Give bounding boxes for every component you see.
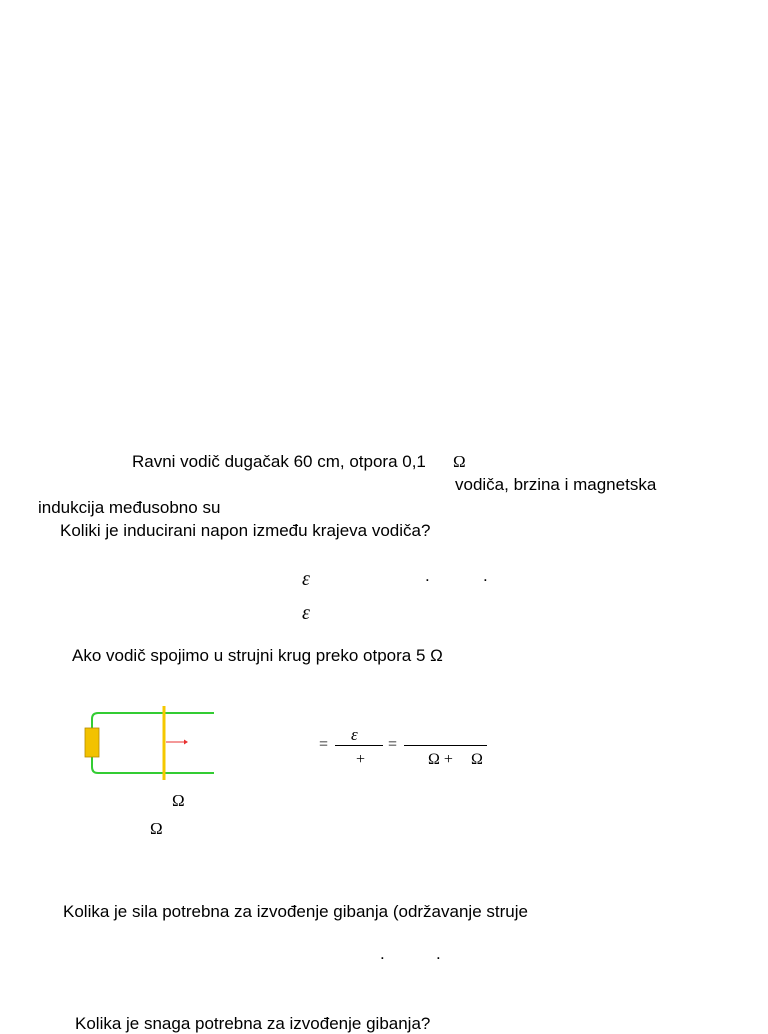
formula-plus: + bbox=[356, 751, 366, 768]
formula-omega: Ω bbox=[471, 751, 483, 768]
part-3-text: Kolika je sila potrebna za izvođenje gibanja (održavanje struje bbox=[63, 902, 528, 921]
emf-dot-2: . bbox=[483, 566, 488, 585]
fraction-line-1 bbox=[335, 745, 383, 746]
emf-symbol-2: ε bbox=[302, 602, 310, 624]
part-3-dot-2: . bbox=[436, 944, 441, 963]
formula-equals-2: = bbox=[388, 736, 398, 753]
omega-symbol: Ω bbox=[453, 452, 466, 471]
part-4-text: Kolika je snaga potrebna za izvođenje gibanja? bbox=[75, 1014, 431, 1033]
formula-omega-plus: Ω + bbox=[428, 751, 453, 768]
resistor bbox=[85, 728, 99, 757]
part-2-text: Ako vodič spojimo u strujni krug preko otpora 5 Ω bbox=[72, 646, 443, 665]
problem-line-2: vodiča, brzina i magnetska bbox=[455, 475, 657, 494]
circuit-wire-top bbox=[92, 713, 214, 728]
fraction-line-2 bbox=[404, 745, 487, 746]
formula-equals-1: = bbox=[319, 736, 329, 753]
problem-line-3: indukcija međusobno su bbox=[38, 498, 221, 517]
velocity-arrow-head bbox=[184, 740, 188, 745]
emf-dot-1: . bbox=[425, 566, 430, 585]
formula-numerator: ε bbox=[351, 725, 358, 744]
circuit-omega-2: Ω bbox=[150, 819, 163, 838]
part-3-dot-1: . bbox=[380, 944, 385, 963]
circuit-diagram bbox=[80, 700, 220, 784]
problem-line-1: Ravni vodič dugačak 60 cm, otpora 0,1 bbox=[132, 452, 426, 471]
circuit-omega-1: Ω bbox=[172, 791, 185, 810]
question-1: Koliki je inducirani napon između krajeva vodiča? bbox=[60, 521, 431, 540]
emf-symbol-1: ε bbox=[302, 568, 310, 590]
circuit-wire-bottom bbox=[92, 757, 214, 773]
